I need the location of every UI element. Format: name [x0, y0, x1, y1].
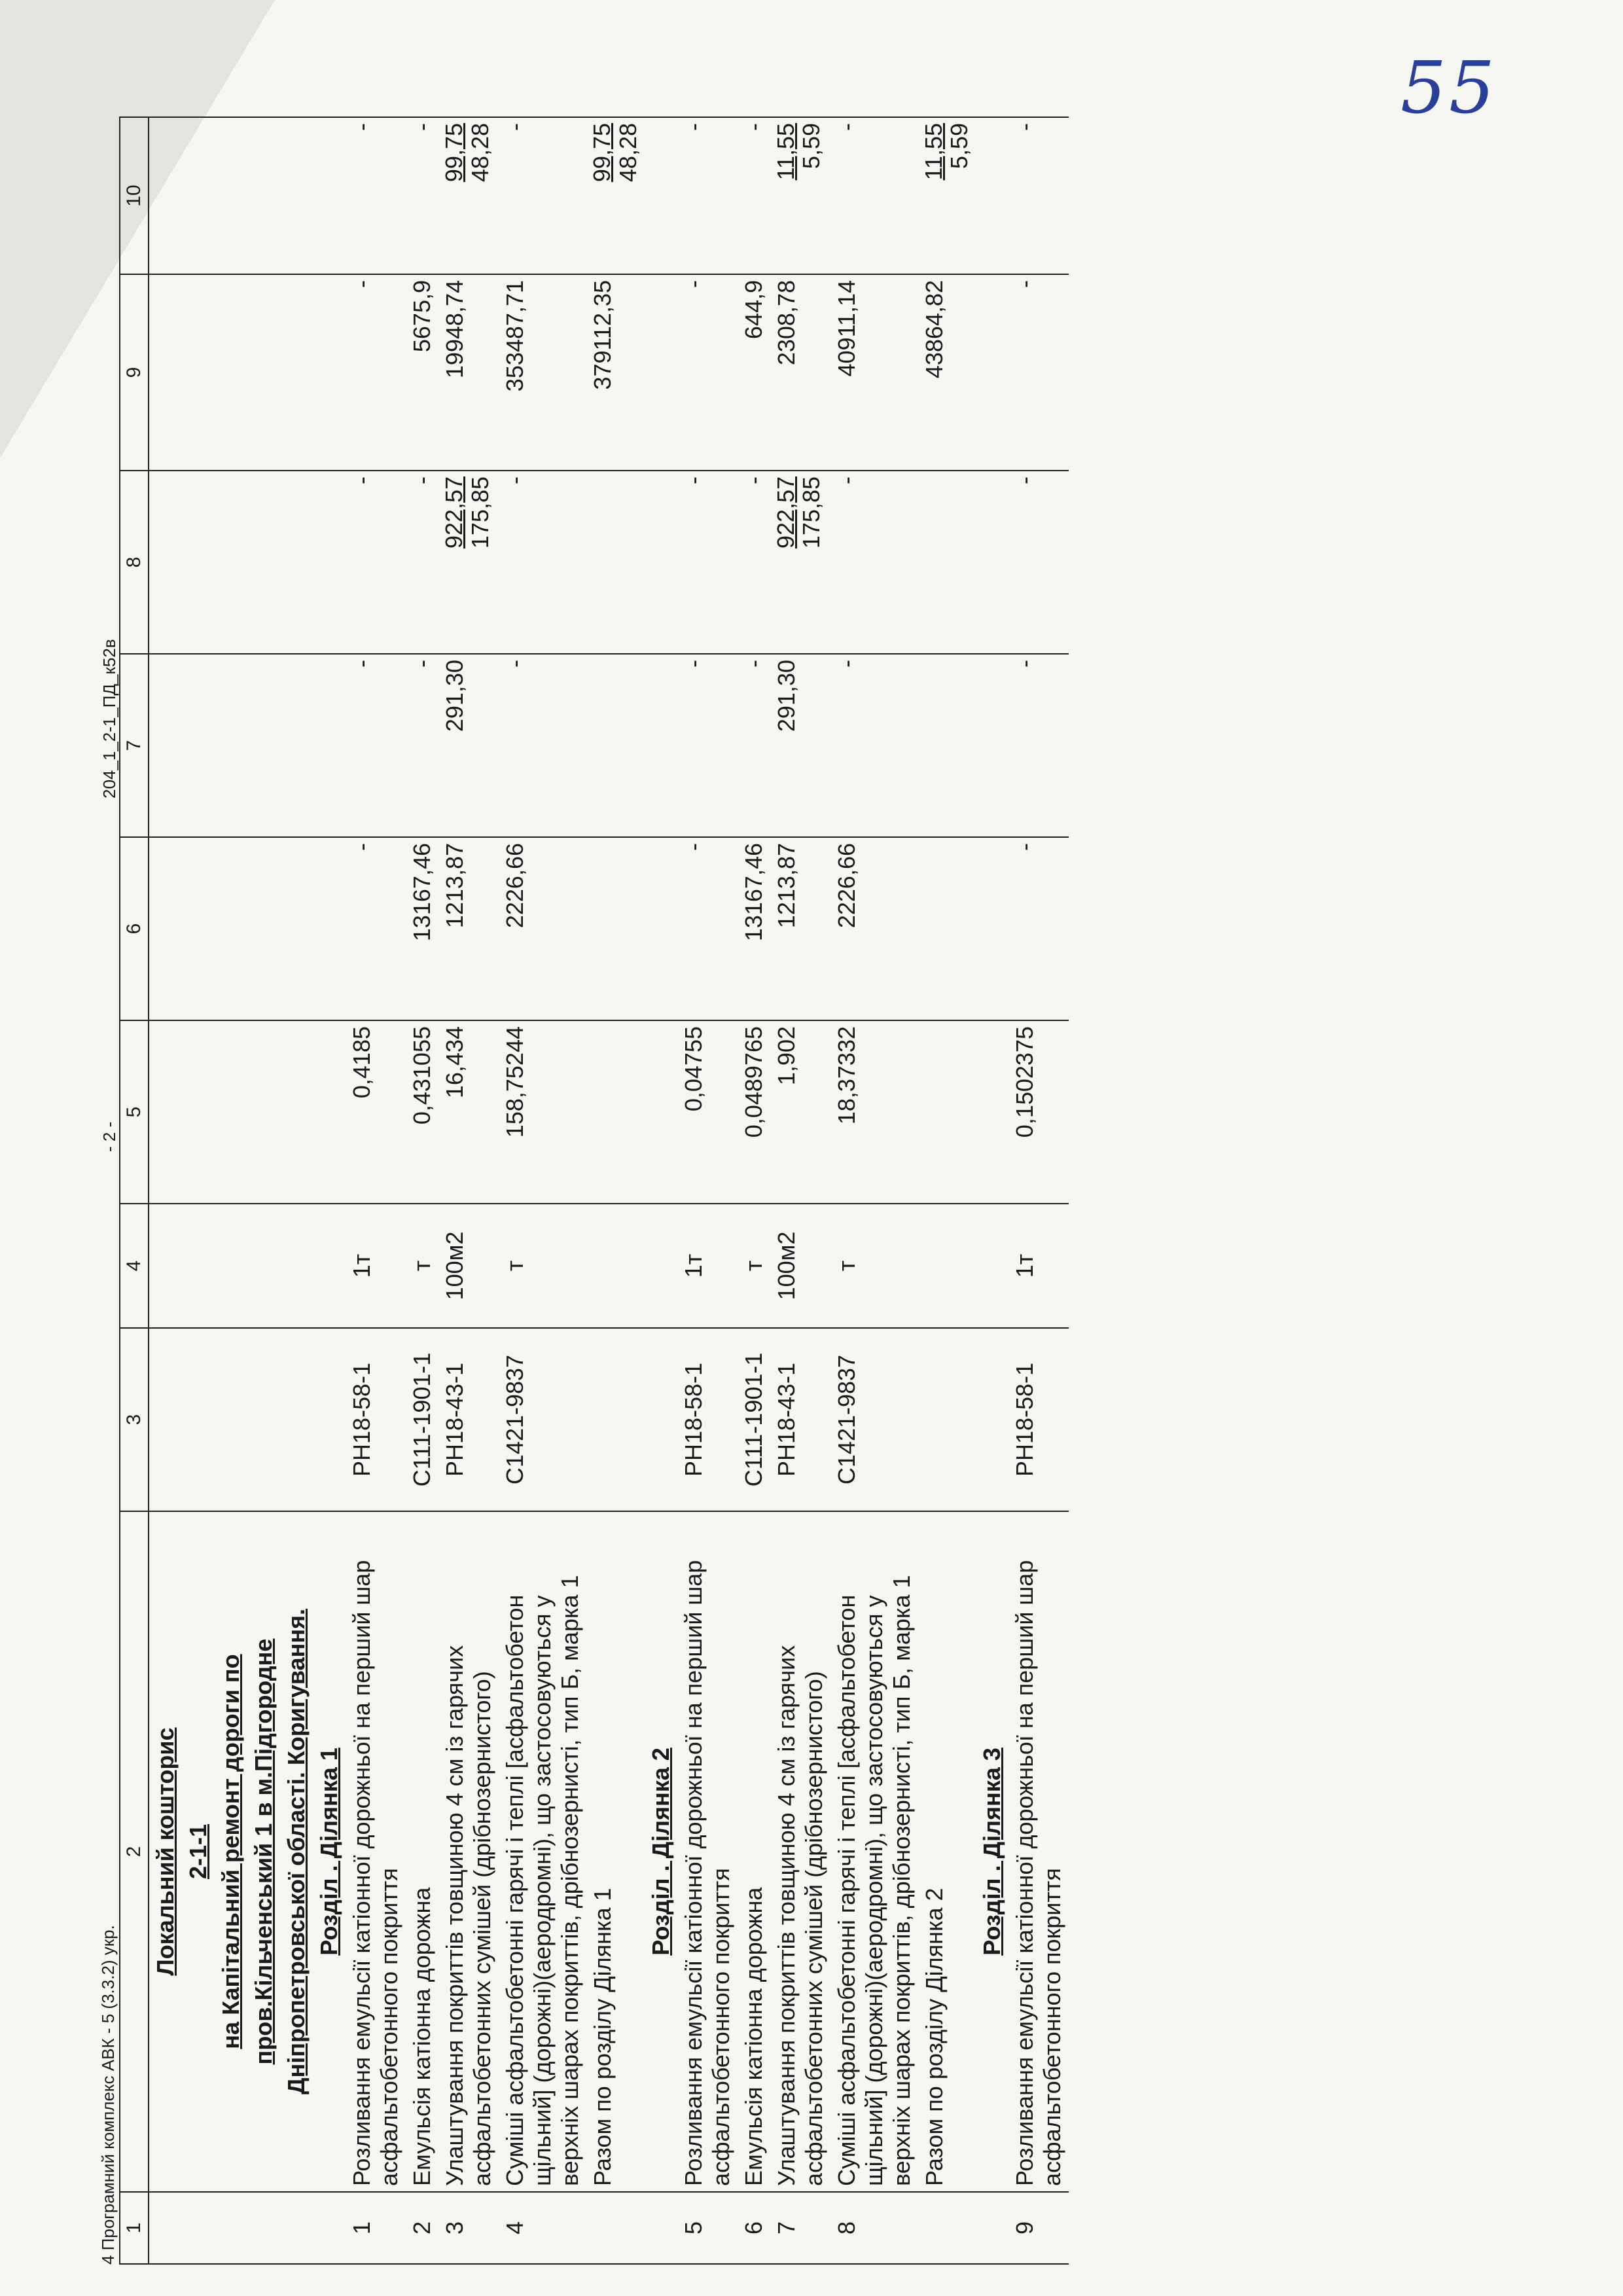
total-cost: 353487,71 [499, 274, 586, 471]
empty-cell [149, 471, 182, 654]
column-number-2: 2 [120, 1511, 149, 2192]
empty-cell [247, 1204, 280, 1328]
fraction [921, 123, 972, 180]
empty-cell [645, 837, 677, 1020]
resource-code: РН18-58-1 [677, 1328, 738, 1511]
empty-cell [586, 1020, 645, 1204]
unit-price: 13167,46 [738, 837, 770, 1020]
table-row [830, 117, 918, 2264]
section-total-labor [918, 117, 976, 274]
fraction-top: 922,57 [440, 476, 467, 549]
empty-cell [918, 837, 976, 1020]
estimate-table [119, 117, 1069, 2265]
empty-cell [918, 471, 976, 654]
total-cost: 5675,9 [406, 274, 438, 471]
empty-cell [645, 274, 677, 471]
unit-price: - [677, 837, 738, 1020]
empty-cell [645, 2192, 677, 2264]
empty-cell [149, 1020, 182, 1204]
table-row [1008, 117, 1069, 2264]
machine-cost [438, 471, 499, 654]
empty-cell [586, 2192, 645, 2264]
wages-unit: - [677, 654, 738, 837]
unit: 100м2 [770, 1204, 830, 1328]
labor-cost: - [738, 117, 770, 274]
column-number-10: 10 [120, 117, 149, 274]
empty-cell [586, 654, 645, 837]
section-total-cost: 379112,35 [586, 274, 645, 471]
total-cost: - [1008, 274, 1069, 471]
fraction-bottom: 5,59 [798, 123, 825, 170]
column-number-7: 7 [120, 654, 149, 837]
quantity: 0,1502375 [1008, 1020, 1069, 1204]
empty-cell [313, 1020, 346, 1204]
doc-title-line3: на Капітальний ремонт дороги по [215, 1511, 247, 2192]
wages-unit: - [346, 654, 406, 837]
title-row [247, 117, 280, 2264]
empty-cell [280, 654, 313, 837]
table-row [438, 117, 499, 2264]
empty-cell [918, 1020, 976, 1204]
empty-cell [645, 117, 677, 274]
machine-cost: - [1008, 471, 1069, 654]
empty-cell [215, 471, 247, 654]
machine-cost: - [830, 471, 918, 654]
resource-code: РН18-43-1 [438, 1328, 499, 1511]
work-name: Улаштування покриттів товщиною 4 см із гарячих асфальтобетонних сумішей (дрібнозернистого) [770, 1511, 830, 2192]
empty-cell [247, 471, 280, 654]
empty-cell [182, 471, 215, 654]
empty-cell [215, 654, 247, 837]
doc-title-line2: 2-1-1 [182, 1511, 215, 2192]
quantity: 0,431055 [406, 1020, 438, 1204]
total-cost: 644,9 [738, 274, 770, 471]
quantity: 18,37332 [830, 1020, 918, 1204]
row-number: 8 [830, 2192, 918, 2264]
empty-cell [215, 1328, 247, 1511]
empty-cell [182, 1204, 215, 1328]
fraction-top: 922,57 [772, 476, 799, 549]
empty-cell [313, 117, 346, 274]
empty-cell [215, 1204, 247, 1328]
fraction [589, 123, 641, 182]
document-code: 204_1_2-1_ПД_к52в [99, 639, 119, 798]
section-total-label: Разом по розділу Ділянка 1 [586, 1511, 645, 2192]
total-cost: - [677, 274, 738, 471]
quantity: 16,434 [438, 1020, 499, 1204]
work-name: Суміші асфальтобетонні гарячі і теплі [асфальтобетон щільний] (дорожні)(аеродромні), що застосовуються у верхніх шарах покриттів, дрібнозернисті, тип Б, марка 1 [830, 1511, 918, 2192]
unit-price: 13167,46 [406, 837, 438, 1020]
empty-cell [586, 1204, 645, 1328]
section-total-row [586, 117, 645, 2264]
quantity: 1,902 [770, 1020, 830, 1204]
empty-cell [247, 2192, 280, 2264]
empty-cell [149, 654, 182, 837]
empty-cell [313, 1328, 346, 1511]
wages-unit: 291,30 [770, 654, 830, 837]
section-title-row [976, 117, 1008, 2264]
quantity: 158,75244 [499, 1020, 586, 1204]
table-row [738, 117, 770, 2264]
software-label: 4 Програмний комплекс АВК - 5 (3.3.2) укр. [98, 1925, 118, 2265]
labor-cost [438, 117, 499, 274]
work-name: Розливання емульсії катіонної дорожньої на перший шар асфальтобетонного покриття [346, 1511, 406, 2192]
empty-cell [247, 1020, 280, 1204]
work-name: Емульсія катіонна дорожна [406, 1511, 438, 2192]
title-row [182, 117, 215, 2264]
unit: 1т [346, 1204, 406, 1328]
fraction-bottom: 5,59 [946, 123, 973, 170]
fraction-top: 99,75 [588, 123, 615, 183]
empty-cell [280, 1204, 313, 1328]
quantity: 0,0489765 [738, 1020, 770, 1204]
section-total-cost: 43864,82 [918, 274, 976, 471]
unit-price: 2226,66 [830, 837, 918, 1020]
empty-cell [247, 654, 280, 837]
work-name: Розливання емульсії катіонної дорожньої на перший шар асфальтобетонного покриття [677, 1511, 738, 2192]
empty-cell [182, 1020, 215, 1204]
empty-cell [976, 274, 1008, 471]
section-total-label: Разом по розділу Ділянка 2 [918, 1511, 976, 2192]
row-number: 5 [677, 2192, 738, 2264]
empty-cell [280, 471, 313, 654]
empty-cell [976, 654, 1008, 837]
section-title: Розділ . Ділянка 3 [976, 1511, 1008, 2192]
fraction [773, 476, 825, 548]
row-number: 1 [346, 2192, 406, 2264]
fraction [773, 123, 825, 180]
empty-cell [149, 837, 182, 1020]
empty-cell [976, 837, 1008, 1020]
quantity: 0,04755 [677, 1020, 738, 1204]
column-number-1: 1 [120, 2192, 149, 2264]
empty-cell [149, 274, 182, 471]
section-title: Розділ . Ділянка 2 [645, 1511, 677, 2192]
empty-cell [645, 1328, 677, 1511]
unit: 100м2 [438, 1204, 499, 1328]
empty-cell [247, 274, 280, 471]
wages-unit: - [406, 654, 438, 837]
empty-cell [280, 117, 313, 274]
total-cost: - [346, 274, 406, 471]
fraction-bottom: 48,28 [614, 123, 641, 183]
machine-cost: - [499, 471, 586, 654]
table-row [677, 117, 738, 2264]
empty-cell [645, 654, 677, 837]
empty-cell [247, 837, 280, 1020]
title-row [215, 117, 247, 2264]
empty-cell [645, 1020, 677, 1204]
empty-cell [149, 1204, 182, 1328]
empty-cell [976, 2192, 1008, 2264]
empty-cell [645, 1204, 677, 1328]
unit: т [738, 1204, 770, 1328]
unit-price: - [1008, 837, 1069, 1020]
column-number-9: 9 [120, 274, 149, 471]
column-number-row [120, 117, 149, 2264]
empty-cell [918, 1328, 976, 1511]
empty-cell [182, 2192, 215, 2264]
work-name: Суміші асфальтобетонні гарячі і теплі [асфальтобетон щільний] (дорожні)(аеродромні), що застосовуються у верхніх шарах покриттів, дрібнозернисті, тип Б, марка 1 [499, 1511, 586, 2192]
resource-code: С1421-9837 [499, 1328, 586, 1511]
fraction-top: 11,55 [772, 123, 799, 181]
table-row [346, 117, 406, 2264]
labor-cost: - [830, 117, 918, 274]
row-number: 9 [1008, 2192, 1069, 2264]
total-cost: 40911,14 [830, 274, 918, 471]
machine-cost: - [677, 471, 738, 654]
title-row [280, 117, 313, 2264]
wages-unit: - [1008, 654, 1069, 837]
fraction-bottom: 175,85 [798, 476, 825, 549]
resource-code: С111-1901-1 [738, 1328, 770, 1511]
page-mark: - 2 - [99, 1121, 119, 1152]
row-number: 6 [738, 2192, 770, 2264]
empty-cell [918, 1204, 976, 1328]
unit: т [406, 1204, 438, 1328]
empty-cell [313, 654, 346, 837]
resource-code: РН18-58-1 [1008, 1328, 1069, 1511]
empty-cell [918, 654, 976, 837]
empty-cell [976, 471, 1008, 654]
labor-cost: - [677, 117, 738, 274]
quantity: 0,4185 [346, 1020, 406, 1204]
empty-cell [586, 471, 645, 654]
section-title-row [645, 117, 677, 2264]
table-row [406, 117, 438, 2264]
empty-cell [280, 1328, 313, 1511]
unit: т [499, 1204, 586, 1328]
empty-cell [247, 117, 280, 274]
unit: 1т [677, 1204, 738, 1328]
fraction-bottom: 48,28 [466, 123, 493, 183]
empty-cell [313, 471, 346, 654]
empty-cell [149, 2192, 182, 2264]
fraction-top: 11,55 [919, 123, 947, 181]
empty-cell [247, 1328, 280, 1511]
empty-cell [976, 1020, 1008, 1204]
rotated-estimate-table [98, 118, 1525, 2265]
section-title-row [313, 117, 346, 2264]
row-number: 4 [499, 2192, 586, 2264]
empty-cell [313, 837, 346, 1020]
empty-cell [280, 837, 313, 1020]
machine-cost: - [346, 471, 406, 654]
wages-unit: - [830, 654, 918, 837]
labor-cost: - [406, 117, 438, 274]
unit-price: 2226,66 [499, 837, 586, 1020]
empty-cell [182, 117, 215, 274]
work-name: Улаштування покриттів товщиною 4 см із гарячих асфальтобетонних сумішей (дрібнозернистого) [438, 1511, 499, 2192]
fraction [441, 123, 493, 182]
empty-cell [976, 117, 1008, 274]
empty-cell [586, 837, 645, 1020]
empty-cell [215, 274, 247, 471]
fraction-bottom: 175,85 [466, 476, 493, 549]
section-title: Розділ . Ділянка 1 [313, 1511, 346, 2192]
empty-cell [182, 837, 215, 1020]
row-number: 2 [406, 2192, 438, 2264]
empty-cell [280, 2192, 313, 2264]
unit-price: 1213,87 [770, 837, 830, 1020]
empty-cell [182, 1328, 215, 1511]
doc-title-line5: Дніпропетровської області. Коригування. [280, 1511, 313, 2192]
table-body [149, 117, 1069, 2264]
row-number: 7 [770, 2192, 830, 2264]
column-number-3: 3 [120, 1328, 149, 1511]
wages-unit: - [499, 654, 586, 837]
machine-cost: - [406, 471, 438, 654]
empty-cell [215, 2192, 247, 2264]
empty-cell [182, 274, 215, 471]
resource-code: РН18-58-1 [346, 1328, 406, 1511]
unit-price: - [346, 837, 406, 1020]
empty-cell [182, 654, 215, 837]
unit-price: 1213,87 [438, 837, 499, 1020]
section-total-labor [586, 117, 645, 274]
unit: 1т [1008, 1204, 1069, 1328]
handwritten-page-number: 55 [1400, 46, 1497, 130]
resource-code: С111-1901-1 [406, 1328, 438, 1511]
empty-cell [215, 1020, 247, 1204]
resource-code: РН18-43-1 [770, 1328, 830, 1511]
column-number-6: 6 [120, 837, 149, 1020]
title-row [149, 117, 182, 2264]
empty-cell [586, 1328, 645, 1511]
empty-cell [149, 1328, 182, 1511]
empty-cell [645, 471, 677, 654]
labor-cost: - [499, 117, 586, 274]
empty-cell [976, 1328, 1008, 1511]
total-cost: 2308,78 [770, 274, 830, 471]
labor-cost: - [1008, 117, 1069, 274]
wages-unit: 291,30 [438, 654, 499, 837]
table-row [499, 117, 586, 2264]
empty-cell [313, 2192, 346, 2264]
empty-cell [280, 1020, 313, 1204]
total-cost: 19948,74 [438, 274, 499, 471]
empty-cell [918, 2192, 976, 2264]
column-number-8: 8 [120, 471, 149, 654]
wages-unit: - [738, 654, 770, 837]
resource-code: С1421-9837 [830, 1328, 918, 1511]
empty-cell [215, 837, 247, 1020]
row-number: 3 [438, 2192, 499, 2264]
unit: т [830, 1204, 918, 1328]
empty-cell [215, 117, 247, 274]
fraction [441, 476, 493, 548]
table-row [770, 117, 830, 2264]
machine-cost: - [738, 471, 770, 654]
empty-cell [149, 117, 182, 274]
empty-cell [280, 274, 313, 471]
labor-cost [770, 117, 830, 274]
work-name: Розливання емульсії катіонної дорожньої на перший шар асфальтобетонного покриття [1008, 1511, 1069, 2192]
column-number-4: 4 [120, 1204, 149, 1328]
section-total-row [918, 117, 976, 2264]
doc-title-line4: пров.Кільченський 1 в м.Підгородне [247, 1511, 280, 2192]
empty-cell [976, 1204, 1008, 1328]
empty-cell [313, 1204, 346, 1328]
empty-cell [313, 274, 346, 471]
labor-cost: - [346, 117, 406, 274]
doc-title-line1: Локальний кошторис [149, 1511, 182, 2192]
machine-cost [770, 471, 830, 654]
work-name: Емульсія катіонна дорожна [738, 1511, 770, 2192]
fraction-top: 99,75 [440, 123, 467, 183]
column-number-5: 5 [120, 1020, 149, 1204]
